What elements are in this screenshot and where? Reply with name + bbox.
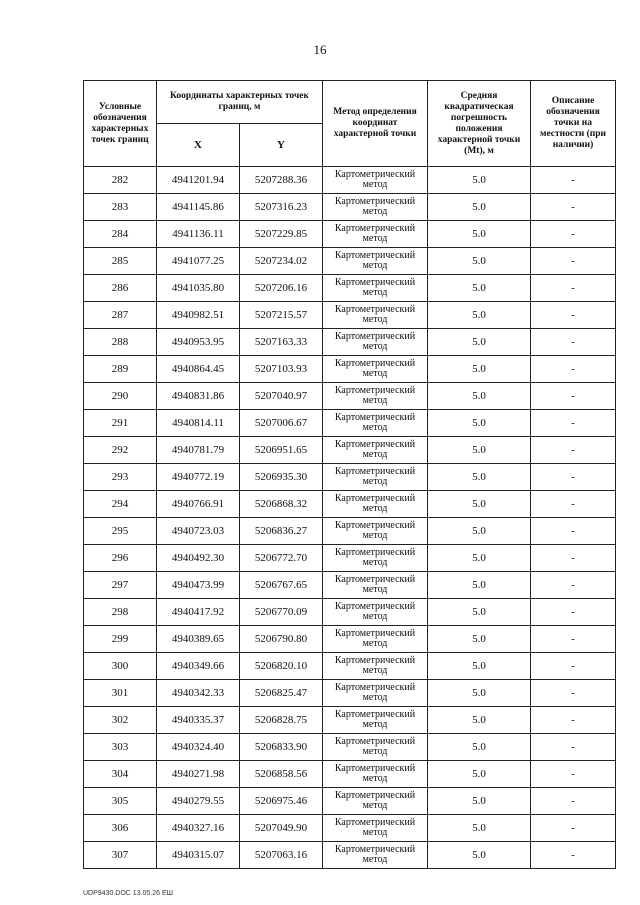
cell-point-id: 304 bbox=[84, 761, 157, 788]
table-row bbox=[84, 275, 616, 302]
cell-y: 5206935.30 bbox=[240, 464, 323, 491]
cell-x: 4940864.45 bbox=[157, 356, 240, 383]
header-description: Описание обозначения точки на местности (при наличии) bbox=[531, 81, 616, 167]
cell-point-id: 289 bbox=[84, 356, 157, 383]
cell-y: 5206836.27 bbox=[240, 518, 323, 545]
table-row bbox=[84, 842, 616, 869]
cell-accuracy: 5.0 bbox=[428, 545, 531, 572]
cell-method: Картометрический метод bbox=[323, 329, 428, 356]
cell-y: 5207063.16 bbox=[240, 842, 323, 869]
cell-accuracy: 5.0 bbox=[428, 356, 531, 383]
cell-point-id: 306 bbox=[84, 815, 157, 842]
cell-x: 4940335.37 bbox=[157, 707, 240, 734]
cell-y: 5207103.93 bbox=[240, 356, 323, 383]
cell-method: Картометрический метод bbox=[323, 275, 428, 302]
cell-x: 4940417.92 bbox=[157, 599, 240, 626]
cell-point-id: 297 bbox=[84, 572, 157, 599]
cell-accuracy: 5.0 bbox=[428, 680, 531, 707]
cell-accuracy: 5.0 bbox=[428, 383, 531, 410]
table-row bbox=[84, 248, 616, 275]
cell-accuracy: 5.0 bbox=[428, 626, 531, 653]
cell-description: - bbox=[531, 221, 616, 248]
cell-y: 5207288.36 bbox=[240, 167, 323, 194]
table-row bbox=[84, 653, 616, 680]
cell-accuracy: 5.0 bbox=[428, 437, 531, 464]
table-row bbox=[84, 518, 616, 545]
cell-description: - bbox=[531, 572, 616, 599]
table-body bbox=[84, 167, 616, 869]
table-row bbox=[84, 464, 616, 491]
cell-point-id: 288 bbox=[84, 329, 157, 356]
cell-method: Картометрический метод bbox=[323, 761, 428, 788]
header-accuracy: Средняя квадратическая погрешность положения характерной точки (Mt), м bbox=[428, 81, 531, 167]
cell-point-id: 307 bbox=[84, 842, 157, 869]
table-row bbox=[84, 680, 616, 707]
cell-x: 4941077.25 bbox=[157, 248, 240, 275]
cell-x: 4940389.65 bbox=[157, 626, 240, 653]
cell-point-id: 299 bbox=[84, 626, 157, 653]
cell-point-id: 284 bbox=[84, 221, 157, 248]
cell-point-id: 292 bbox=[84, 437, 157, 464]
cell-description: - bbox=[531, 437, 616, 464]
cell-x: 4940831.86 bbox=[157, 383, 240, 410]
cell-accuracy: 5.0 bbox=[428, 518, 531, 545]
cell-method: Картометрический метод bbox=[323, 302, 428, 329]
cell-point-id: 293 bbox=[84, 464, 157, 491]
cell-accuracy: 5.0 bbox=[428, 410, 531, 437]
cell-x: 4940324.40 bbox=[157, 734, 240, 761]
cell-y: 5206868.32 bbox=[240, 491, 323, 518]
cell-x: 4941201.94 bbox=[157, 167, 240, 194]
table-row bbox=[84, 626, 616, 653]
cell-x: 4940723.03 bbox=[157, 518, 240, 545]
cell-accuracy: 5.0 bbox=[428, 761, 531, 788]
cell-accuracy: 5.0 bbox=[428, 194, 531, 221]
cell-accuracy: 5.0 bbox=[428, 707, 531, 734]
cell-description: - bbox=[531, 464, 616, 491]
table-row bbox=[84, 221, 616, 248]
table-row bbox=[84, 734, 616, 761]
cell-description: - bbox=[531, 788, 616, 815]
table-row bbox=[84, 194, 616, 221]
cell-x: 4940492.30 bbox=[157, 545, 240, 572]
cell-accuracy: 5.0 bbox=[428, 302, 531, 329]
cell-point-id: 290 bbox=[84, 383, 157, 410]
cell-description: - bbox=[531, 518, 616, 545]
cell-accuracy: 5.0 bbox=[428, 491, 531, 518]
cell-point-id: 301 bbox=[84, 680, 157, 707]
cell-description: - bbox=[531, 383, 616, 410]
header-y: Y bbox=[240, 124, 323, 167]
table-row bbox=[84, 437, 616, 464]
page-number: 16 bbox=[313, 42, 327, 57]
cell-point-id: 295 bbox=[84, 518, 157, 545]
cell-y: 5206767.65 bbox=[240, 572, 323, 599]
cell-y: 5207229.85 bbox=[240, 221, 323, 248]
cell-y: 5206951.65 bbox=[240, 437, 323, 464]
cell-method: Картометрический метод bbox=[323, 410, 428, 437]
table-row bbox=[84, 167, 616, 194]
cell-method: Картометрический метод bbox=[323, 383, 428, 410]
cell-method: Картометрический метод bbox=[323, 437, 428, 464]
cell-y: 5207163.33 bbox=[240, 329, 323, 356]
cell-method: Картометрический метод bbox=[323, 518, 428, 545]
cell-y: 5207049.90 bbox=[240, 815, 323, 842]
cell-description: - bbox=[531, 545, 616, 572]
table-row bbox=[84, 599, 616, 626]
table-row bbox=[84, 545, 616, 572]
cell-method: Картометрический метод bbox=[323, 248, 428, 275]
cell-accuracy: 5.0 bbox=[428, 815, 531, 842]
cell-method: Картометрический метод bbox=[323, 572, 428, 599]
cell-method: Картометрический метод bbox=[323, 194, 428, 221]
cell-method: Картометрический метод bbox=[323, 734, 428, 761]
cell-method: Картометрический метод bbox=[323, 545, 428, 572]
table-row bbox=[84, 572, 616, 599]
cell-x: 4941145.86 bbox=[157, 194, 240, 221]
cell-method: Картометрический метод bbox=[323, 680, 428, 707]
cell-method: Картометрический метод bbox=[323, 707, 428, 734]
table-header bbox=[84, 81, 616, 167]
cell-accuracy: 5.0 bbox=[428, 734, 531, 761]
cell-y: 5206858.56 bbox=[240, 761, 323, 788]
cell-y: 5206833.90 bbox=[240, 734, 323, 761]
cell-description: - bbox=[531, 761, 616, 788]
cell-accuracy: 5.0 bbox=[428, 572, 531, 599]
cell-description: - bbox=[531, 653, 616, 680]
cell-description: - bbox=[531, 167, 616, 194]
header-method: Метод определения координат характерной точки bbox=[323, 81, 428, 167]
table-row bbox=[84, 707, 616, 734]
cell-description: - bbox=[531, 734, 616, 761]
cell-x: 4940781.79 bbox=[157, 437, 240, 464]
cell-y: 5207316.23 bbox=[240, 194, 323, 221]
cell-y: 5206790.80 bbox=[240, 626, 323, 653]
cell-point-id: 283 bbox=[84, 194, 157, 221]
cell-method: Картометрический метод bbox=[323, 653, 428, 680]
cell-description: - bbox=[531, 842, 616, 869]
cell-accuracy: 5.0 bbox=[428, 788, 531, 815]
cell-x: 4940315.07 bbox=[157, 842, 240, 869]
cell-x: 4940349.66 bbox=[157, 653, 240, 680]
cell-x: 4940279.55 bbox=[157, 788, 240, 815]
cell-y: 5206772.70 bbox=[240, 545, 323, 572]
cell-description: - bbox=[531, 329, 616, 356]
cell-description: - bbox=[531, 410, 616, 437]
cell-point-id: 291 bbox=[84, 410, 157, 437]
cell-x: 4941136.11 bbox=[157, 221, 240, 248]
cell-x: 4940327.16 bbox=[157, 815, 240, 842]
coordinates-table bbox=[83, 80, 616, 869]
cell-y: 5207006.67 bbox=[240, 410, 323, 437]
cell-x: 4940271.98 bbox=[157, 761, 240, 788]
table-row bbox=[84, 410, 616, 437]
cell-method: Картометрический метод bbox=[323, 221, 428, 248]
cell-method: Картометрический метод bbox=[323, 167, 428, 194]
cell-x: 4940953.95 bbox=[157, 329, 240, 356]
cell-point-id: 296 bbox=[84, 545, 157, 572]
cell-accuracy: 5.0 bbox=[428, 464, 531, 491]
cell-x: 4940342.33 bbox=[157, 680, 240, 707]
table-row bbox=[84, 383, 616, 410]
cell-method: Картометрический метод bbox=[323, 599, 428, 626]
cell-x: 4940982.51 bbox=[157, 302, 240, 329]
cell-accuracy: 5.0 bbox=[428, 275, 531, 302]
cell-point-id: 294 bbox=[84, 491, 157, 518]
cell-description: - bbox=[531, 626, 616, 653]
cell-accuracy: 5.0 bbox=[428, 248, 531, 275]
cell-accuracy: 5.0 bbox=[428, 653, 531, 680]
cell-point-id: 298 bbox=[84, 599, 157, 626]
cell-method: Картометрический метод bbox=[323, 788, 428, 815]
cell-y: 5207215.57 bbox=[240, 302, 323, 329]
cell-method: Картометрический метод bbox=[323, 464, 428, 491]
cell-description: - bbox=[531, 275, 616, 302]
cell-description: - bbox=[531, 815, 616, 842]
cell-x: 4941035.80 bbox=[157, 275, 240, 302]
cell-method: Картометрический метод bbox=[323, 491, 428, 518]
cell-x: 4940772.19 bbox=[157, 464, 240, 491]
table-row bbox=[84, 356, 616, 383]
cell-y: 5206770.09 bbox=[240, 599, 323, 626]
cell-accuracy: 5.0 bbox=[428, 167, 531, 194]
table-row bbox=[84, 761, 616, 788]
header-x: X bbox=[157, 124, 240, 167]
cell-description: - bbox=[531, 248, 616, 275]
cell-point-id: 300 bbox=[84, 653, 157, 680]
cell-point-id: 287 bbox=[84, 302, 157, 329]
cell-point-id: 285 bbox=[84, 248, 157, 275]
cell-y: 5207234.02 bbox=[240, 248, 323, 275]
cell-method: Картометрический метод bbox=[323, 626, 428, 653]
cell-y: 5206975.46 bbox=[240, 788, 323, 815]
cell-y: 5206820.10 bbox=[240, 653, 323, 680]
cell-accuracy: 5.0 bbox=[428, 329, 531, 356]
cell-accuracy: 5.0 bbox=[428, 842, 531, 869]
cell-method: Картометрический метод bbox=[323, 815, 428, 842]
table-row bbox=[84, 302, 616, 329]
cell-accuracy: 5.0 bbox=[428, 221, 531, 248]
table-row bbox=[84, 815, 616, 842]
cell-description: - bbox=[531, 707, 616, 734]
cell-x: 4940766.91 bbox=[157, 491, 240, 518]
cell-description: - bbox=[531, 302, 616, 329]
cell-x: 4940473.99 bbox=[157, 572, 240, 599]
cell-description: - bbox=[531, 356, 616, 383]
cell-description: - bbox=[531, 194, 616, 221]
header-designation: Условные обозначения характерных точек границ bbox=[84, 81, 157, 167]
cell-y: 5206825.47 bbox=[240, 680, 323, 707]
cell-method: Картометрический метод bbox=[323, 842, 428, 869]
table-row bbox=[84, 329, 616, 356]
table-row bbox=[84, 491, 616, 518]
cell-description: - bbox=[531, 680, 616, 707]
cell-description: - bbox=[531, 491, 616, 518]
cell-accuracy: 5.0 bbox=[428, 599, 531, 626]
cell-point-id: 302 bbox=[84, 707, 157, 734]
cell-y: 5206828.75 bbox=[240, 707, 323, 734]
cell-y: 5207040.97 bbox=[240, 383, 323, 410]
table-row bbox=[84, 788, 616, 815]
header-coordinates: Координаты характерных точек границ, м bbox=[157, 81, 323, 124]
cell-point-id: 282 bbox=[84, 167, 157, 194]
document-footer: UDP9430.DOC 13.05.26 ЕШ bbox=[83, 890, 174, 897]
cell-point-id: 305 bbox=[84, 788, 157, 815]
cell-point-id: 286 bbox=[84, 275, 157, 302]
cell-point-id: 303 bbox=[84, 734, 157, 761]
cell-description: - bbox=[531, 599, 616, 626]
cell-method: Картометрический метод bbox=[323, 356, 428, 383]
cell-x: 4940814.11 bbox=[157, 410, 240, 437]
cell-y: 5207206.16 bbox=[240, 275, 323, 302]
